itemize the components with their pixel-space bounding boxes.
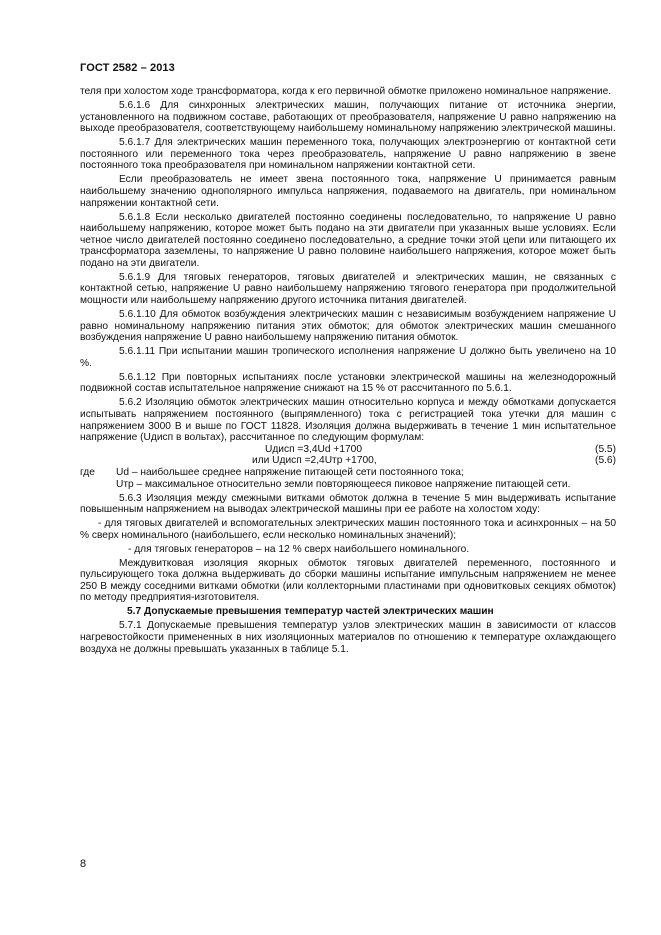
paragraph: 5.6.3 Изоляция между смежными витками обмоток должна в течение 5 мин выдерживать испытание повышенным напряжением на выводах электрической машины при ее работе на холостом ходу: [80,492,616,516]
list-item: - для тяговых двигателей и вспомогательных электрических машин постоянного тока и асинхронных – на 50 % сверх номинального (наибольшего, если несколько номинальных значений); [80,518,616,541]
formula-expression: или Uдисп =2,4Uтр +1700, [252,455,377,467]
page-number: 8 [80,858,87,870]
paragraph: 5.6.1.8 Если несколько двигателей постоянно соединены последовательно, то напряжение U равно наибольшему напряжению, которое может быть подано на эти двигатели при указанных выше условиях. Если четное число двигателей постоянно соединено последовательно, а средние точки этой цепи или питающего их трансформатора заземлены, то напряжение U равно половине наибольшего напряжения, которое может быть подано на эти двигатели. [80,211,616,269]
paragraph: теля при холостом ходе трансформатора, когда к его первичной обмотке приложено номинальное напряжение. [80,86,612,97]
list-item: - для тяговых генераторов – на 12 % сверх наибольшего номинального. [128,543,470,555]
paragraph: Если преобразователь не имеет звена постоянного тока, напряжение U принимается равным наибольшему значению однополярного импульса напряжения, подаваемого на двигатель, при номинальном напряжении контактной сети. [80,174,616,209]
formula-5-5 [80,444,616,456]
paragraph: 5.6.1.10 Для обмоток возбуждения электрических машин с независимым возбуждением напряжение U равно номинальному напряжению питания этих обмоток; для обмоток электрических машин смешанного возбуждения напряжение U равно наибольшему напряжению питания обмоток. [80,309,616,344]
section-heading: 5.7 Допускаемые превышения температур частей электрических машин [127,606,494,618]
where-label: где [80,466,95,478]
paragraph: 5.6.1.12 При повторных испытаниях после установки электрической машины на железнодорожный подвижной состав испытательное напряжение снижают на 15 % от рассчитанного по 5.6.1. [80,371,616,395]
formula-expression: Uдисп =3,4Ud +1700 [265,443,363,455]
formula-number: (5.6) [595,455,616,467]
paragraph: 5.6.2 Изоляцию обмоток электрических машин относительно корпуса и между обмотками допускается испытывать напряжением постоянного (выпрямленного) тока с регистрацией тока утечки для машин с напряжением 3000 В и выше по ГОСТ 11828. Изоляция должна выдерживать в течение 1 мин испытательное напряжение (Uдисп в вольтах), рассчитанное по следующим формулам: [80,397,616,444]
paragraph: 5.6.1.6 Для синхронных электрических машин, получающих питание от источника энергии, установленного на подвижном составе, работающих от преобразователя, напряжение U равно напряжению на выходе преобразователя, соответствующему наибольшему номинальному напряжению электрической машины. [80,99,616,135]
where-definition: Ud – наибольшее среднее напряжение питающей сети постоянного тока; [116,466,464,478]
where-definition-2: Uтр – максимальное относительно земли повторяющееся пиковое напряжение питающей сети. [116,478,571,490]
paragraph: 5.6.1.11 При испытании машин тропического исполнения напряжение U должно быть увеличено на 10 %. [80,346,616,369]
formula-number: (5.5) [595,443,616,455]
paragraph: 5.6.1.9 Для тяговых генераторов, тяговых двигателей и электрических машин, не связанных с контактной сетью, напряжение U равно наибольшему напряжению тягового генератора при продолжительной мощности или наибольшему напряжению другого источника питания двигателей. [80,271,616,307]
paragraph: Междувитковая изоляция якорных обмоток тяговых двигателей переменного, постоянного и пульсирующего тока должна выдерживать до сборки машины испытание импульсным напряжением не менее 250 В между соседними витками обмотки (или коллекторными пластинами при одновитковых секциях обмоток) по методу предприятия-изготовителя. [80,557,616,604]
formula-5-6 [80,455,616,467]
document-body [80,86,616,658]
document-header: ГОСТ 2582 – 2013 [80,62,175,74]
where-block [80,467,616,479]
paragraph: 5.6.1.7 Для электрических машин переменного тока, получающих электроэнергию от контактной сети постоянного или переменного тока через преобразователь, напряжение U равно напряжению в звене постоянного тока преобразователя при номинальном напряжении контактной сети. [80,137,616,172]
paragraph: 5.7.1 Допускаемые превышения температур узлов электрических машин в зависимости от классов нагревостойкости примененных в них изоляционных материалов по отношению к температуре охлаждающего воздуха не должны превышать указанных в таблице 5.1. [80,620,616,655]
